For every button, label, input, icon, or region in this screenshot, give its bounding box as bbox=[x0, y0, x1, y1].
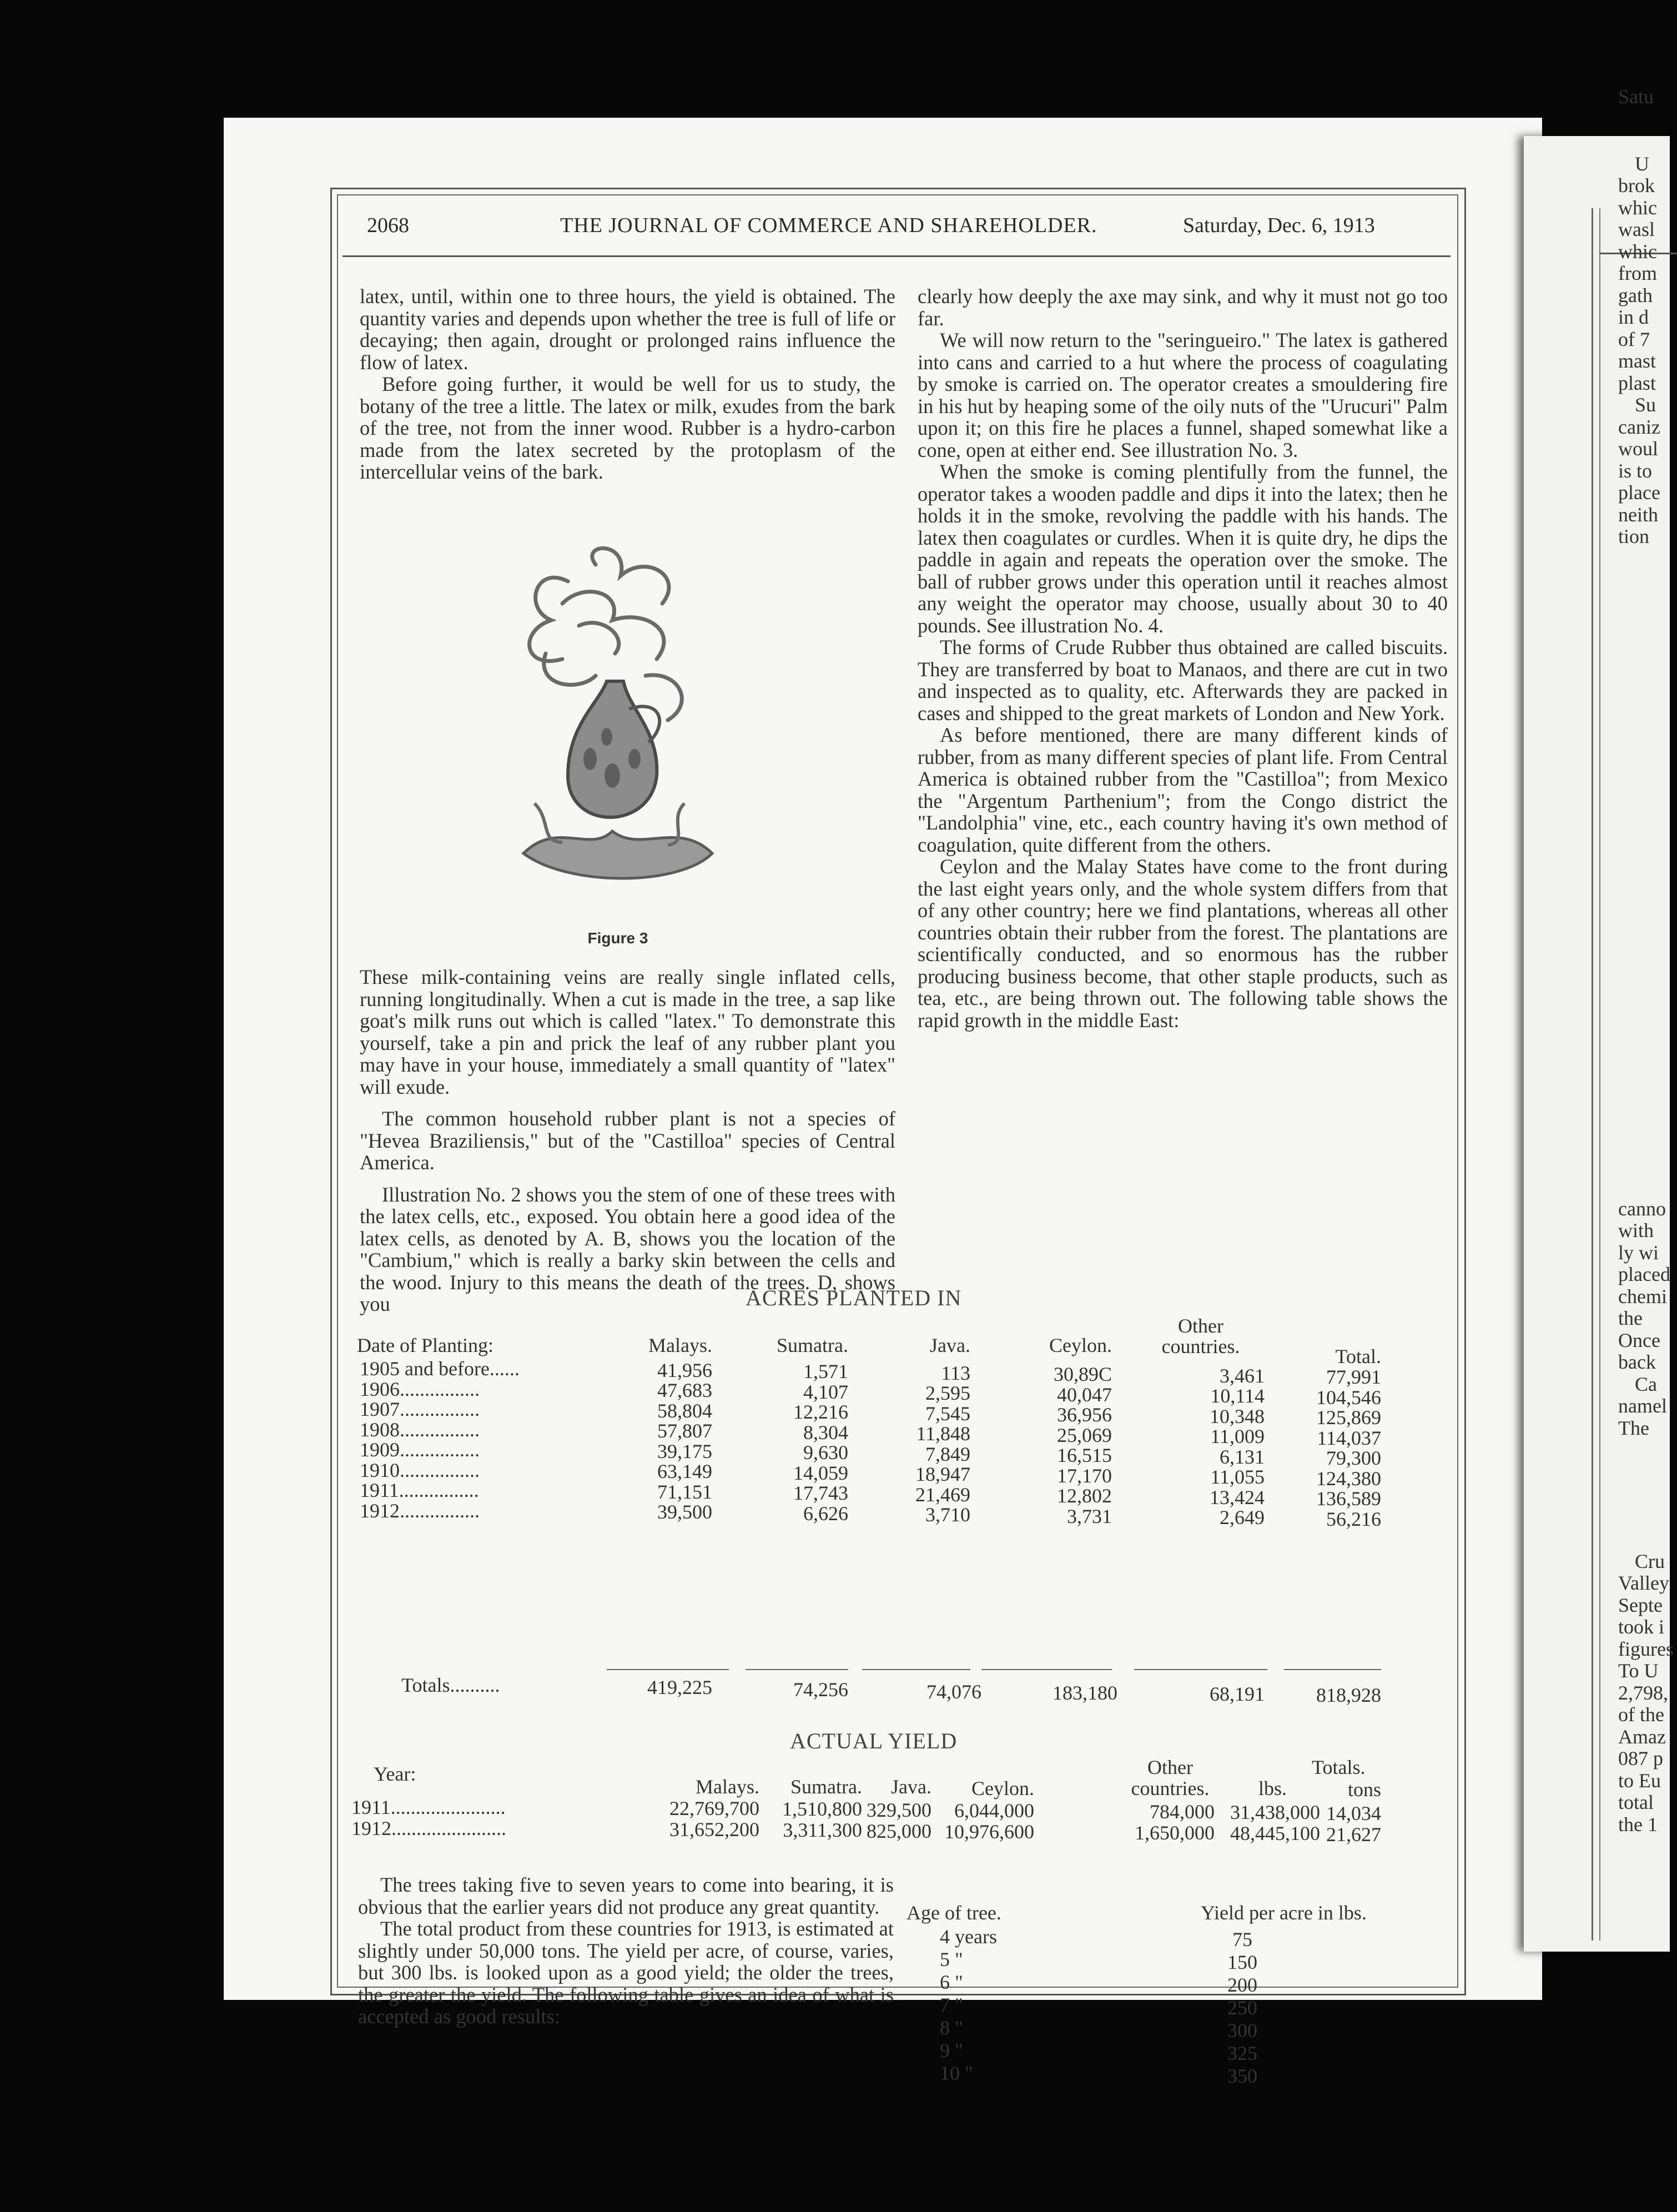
row-label: 1909................ bbox=[360, 1439, 480, 1461]
paragraph: Ceylon and the Malay States have come to the front during the last eight years only, and the whole system differs from that of any other country; here we find plantations, whereas all other countries obtain their rubber from the forest. The plantations are scientifically conducted, and so enormous has the rubber producing business become, that other staple products, such as tea, etc., are being thrown out. The following table shows the rapid growth in the middle East: bbox=[918, 855, 1448, 1032]
yield-cell: 250 bbox=[1227, 1997, 1257, 2019]
acres-table-title: ACRES PLANTED IN bbox=[746, 1285, 962, 1310]
table-cell: 31,652,200 bbox=[669, 1818, 759, 1841]
table-cell: 113 bbox=[941, 1361, 970, 1384]
paragraph: The forms of Crude Rubber thus obtained are called biscuits. They are transferred by boat to Manaos, and there are cut in two and inspected as to quality, etc. Afterwards they are packed in cases and shipped to the great markets of London and New York. bbox=[918, 636, 1448, 725]
paragraph: The common household rubber plant is not a species of "Hevea Braziliensis," but of the "Castilloa" species of Central America. bbox=[360, 1107, 895, 1174]
table-cell: 11,055 bbox=[1210, 1466, 1265, 1488]
left-column-bottom bbox=[360, 966, 895, 1315]
header-rule bbox=[343, 255, 1451, 257]
table-cell: 17,743 bbox=[793, 1482, 848, 1504]
table-cell: 6,626 bbox=[803, 1502, 848, 1525]
paragraph: When the smoke is coming plentifully from the funnel, the operator takes a wooden paddle and dips it into the latex; then he holds it in the smoke, revolving the paddle with his hands. The latex then coagulates or curdles. When it is quite dry, he dips the paddle in again and repeats the operation over the smoke. The ball of rubber grows under this operation until it reaches almost any weight the operator may choose, usually about 30 to 40 pounds. See illustration No. 4. bbox=[918, 460, 1448, 637]
right-column bbox=[918, 285, 1448, 1031]
issue-date: Saturday, Dec. 6, 1913 bbox=[1183, 214, 1375, 237]
table-cell: 14,059 bbox=[793, 1461, 848, 1484]
table-cell: 77,991 bbox=[1326, 1366, 1381, 1388]
table-cell: 14,034 bbox=[1326, 1802, 1381, 1824]
text-fragment: the 1 bbox=[1618, 1813, 1658, 1836]
column-header: lbs. bbox=[1258, 1777, 1287, 1799]
table-cell: 63,149 bbox=[657, 1460, 712, 1482]
paragraph: We will now return to the "seringueiro." The latex is gathered into cans and carried to a hut where the process of coagulating by smoke is carried on. The operator creates a smouldering fire in his hut by heaping some of the oily nuts of the "Urucuri" Palm upon it; on this fire he places a funnel, shaped somewhat like a cone, open at either end. See illustration No. 3. bbox=[918, 329, 1448, 461]
figure-caption: Figure 3 bbox=[587, 929, 648, 947]
table-cell: 4,107 bbox=[803, 1380, 848, 1403]
table-cell: 30,89C bbox=[1053, 1363, 1112, 1385]
column-header: Age of tree. bbox=[907, 1902, 1001, 1924]
age-cell: 8 " bbox=[940, 2017, 963, 2039]
table-cell: 3,731 bbox=[1067, 1505, 1112, 1527]
text-fragment: Valley bbox=[1618, 1572, 1669, 1594]
table-cell: 329,500 bbox=[867, 1798, 931, 1821]
table-cell: 41,956 bbox=[657, 1359, 712, 1381]
left-column-top bbox=[360, 285, 895, 483]
table-cell: 2,649 bbox=[1220, 1506, 1265, 1529]
table-cell: 12,802 bbox=[1057, 1485, 1112, 1507]
adjacent-page-border bbox=[1599, 208, 1600, 1940]
total-cell: 74,076 bbox=[926, 1681, 981, 1703]
paragraph: As before mentioned, there are many different kinds of rubber, from as many different species of plant life. From Central America is obtained rubber from the "Castilloa"; from Mexico the "Argentum Parthenium"; from the Congo district the "Landolphia" vine, etc., each country having it's own method of coagulation, quite different from the others. bbox=[918, 723, 1448, 856]
yield-cell: 200 bbox=[1227, 1974, 1257, 1996]
total-rule bbox=[1134, 1669, 1267, 1670]
column-header: Java. bbox=[891, 1776, 931, 1798]
paragraph: latex, until, within one to three hours, the yield is obtained. The quantity varies and depends upon whether the tree is full of life or decaying; then again, drought or prolonged rains influence the flow of latex. bbox=[360, 285, 895, 374]
age-cell: 10 " bbox=[940, 2062, 973, 2084]
text-fragment: with bbox=[1618, 1219, 1654, 1241]
text-fragment: chemi bbox=[1618, 1285, 1667, 1308]
row-label: 1908................ bbox=[360, 1418, 480, 1441]
text-fragment: from bbox=[1618, 262, 1657, 284]
text-fragment: back bbox=[1618, 1351, 1656, 1373]
table-cell: 58,804 bbox=[657, 1399, 712, 1422]
table-cell: 39,175 bbox=[657, 1440, 712, 1462]
text-fragment: 087 p bbox=[1618, 1747, 1663, 1769]
column-header: Sumatra. bbox=[777, 1334, 848, 1356]
table-cell: 6,044,000 bbox=[954, 1799, 1034, 1822]
column-header: Date of Planting: bbox=[357, 1334, 493, 1356]
table-cell: 18,947 bbox=[915, 1463, 970, 1485]
table-cell: 22,769,700 bbox=[669, 1797, 759, 1819]
column-header: Java. bbox=[930, 1334, 970, 1356]
row-label: 1906................ bbox=[360, 1378, 480, 1400]
table-cell: 31,438,000 bbox=[1230, 1801, 1320, 1823]
column-header: countries. bbox=[1131, 1777, 1210, 1799]
column-header: Malays. bbox=[696, 1776, 759, 1798]
table-cell: 17,170 bbox=[1057, 1464, 1112, 1487]
yield-cell: 350 bbox=[1227, 2065, 1257, 2087]
text-fragment: tion bbox=[1618, 525, 1650, 547]
total-rule bbox=[862, 1669, 970, 1670]
row-label: 1905 and before...... bbox=[360, 1358, 520, 1380]
table-cell: 10,348 bbox=[1210, 1405, 1265, 1427]
column-header: Totals. bbox=[1312, 1756, 1366, 1778]
text-fragment: Amaz bbox=[1618, 1726, 1666, 1748]
text-fragment: canno bbox=[1618, 1198, 1666, 1220]
text-fragment: brok bbox=[1618, 174, 1655, 197]
row-label: 1912................ bbox=[360, 1499, 480, 1522]
bottom-left-text bbox=[358, 1874, 894, 2028]
text-fragment: To U bbox=[1618, 1660, 1659, 1682]
text-fragment: of 7 bbox=[1618, 328, 1650, 350]
text-fragment: U bbox=[1635, 153, 1649, 175]
publication-title: THE JOURNAL OF COMMERCE AND SHAREHOLDER. bbox=[560, 214, 1097, 237]
total-cell: 183,180 bbox=[1052, 1682, 1117, 1704]
text-fragment: neith bbox=[1618, 504, 1658, 526]
text-fragment: place bbox=[1618, 481, 1660, 504]
text-fragment: is to bbox=[1618, 460, 1653, 482]
yield-table-title: ACTUAL YIELD bbox=[790, 1728, 958, 1753]
text-fragment: 2,798, bbox=[1618, 1682, 1668, 1704]
column-header: countries. bbox=[1161, 1335, 1240, 1358]
text-fragment: The bbox=[1618, 1417, 1649, 1439]
text-fragment: in d bbox=[1618, 306, 1649, 328]
table-cell: 16,515 bbox=[1057, 1444, 1112, 1466]
column-header: Other bbox=[1178, 1315, 1223, 1337]
text-fragment: Su bbox=[1635, 394, 1656, 416]
table-cell: 1,571 bbox=[803, 1360, 848, 1382]
text-fragment: namel bbox=[1618, 1395, 1667, 1417]
table-cell: 57,807 bbox=[657, 1420, 712, 1442]
journal-page bbox=[224, 118, 1542, 2087]
text-fragment: to Eu bbox=[1618, 1769, 1661, 1792]
total-rule bbox=[607, 1669, 729, 1670]
column-header: Other bbox=[1147, 1756, 1193, 1778]
table-cell: 10,976,600 bbox=[944, 1821, 1034, 1843]
text-fragment: woul bbox=[1618, 438, 1658, 460]
row-label: 1912....................... bbox=[351, 1817, 506, 1839]
column-header: Ceylon. bbox=[1049, 1334, 1112, 1356]
page-header bbox=[367, 213, 1461, 247]
text-fragment: Ca bbox=[1635, 1373, 1657, 1395]
paragraph: Illustration No. 2 shows you the stem of one of these trees with the latex cells, etc., exposed. You obtain here a good idea of the latex cells, as denoted by A. B, shows you the location of the "Cambium," which is really a barky skin between the cells and the wood. Injury to this means the death of the trees. D, shows you bbox=[360, 1183, 895, 1315]
table-cell: 56,216 bbox=[1326, 1507, 1381, 1530]
text-fragment: the bbox=[1618, 1307, 1643, 1329]
table-cell: 7,849 bbox=[925, 1442, 970, 1465]
table-cell: 8,304 bbox=[803, 1421, 848, 1444]
table-cell: 36,956 bbox=[1057, 1404, 1112, 1426]
text-fragment: mast bbox=[1618, 350, 1656, 372]
table-cell: 114,037 bbox=[1317, 1426, 1381, 1449]
text-fragment: gath bbox=[1618, 284, 1653, 306]
text-fragment: of the bbox=[1618, 1703, 1664, 1726]
table-cell: 79,300 bbox=[1326, 1447, 1381, 1469]
text-fragment: Once bbox=[1618, 1329, 1660, 1351]
table-cell: 124,380 bbox=[1316, 1467, 1381, 1490]
age-cell: 9 " bbox=[940, 2039, 963, 2062]
row-label: 1911....................... bbox=[351, 1796, 506, 1818]
total-rule bbox=[981, 1669, 1112, 1670]
table-cell: 48,445,100 bbox=[1230, 1822, 1320, 1844]
paragraph: Before going further, it would be well for us to study, the botany of the tree a little. The latex or milk, exudes from the bark of the tree, not from the inner wood. Rubber is a hydro-carbon made from the latex secreted by the protoplasm of the intercellular veins of the bark. bbox=[360, 373, 895, 483]
table-cell: 7,545 bbox=[925, 1402, 970, 1425]
total-cell: 68,191 bbox=[1210, 1683, 1265, 1705]
column-header: Sumatra. bbox=[790, 1776, 862, 1798]
total-cell: 419,225 bbox=[647, 1676, 712, 1698]
total-cell: 818,928 bbox=[1316, 1684, 1381, 1706]
column-header: tons bbox=[1347, 1778, 1381, 1801]
text-fragment: took i bbox=[1618, 1616, 1665, 1638]
paragraph: clearly how deeply the axe may sink, and why it must not go too far. bbox=[918, 285, 1448, 330]
table-cell: 40,047 bbox=[1057, 1383, 1112, 1406]
column-header: Malays. bbox=[648, 1334, 712, 1356]
text-fragment: Septe bbox=[1618, 1594, 1663, 1616]
table-cell: 3,710 bbox=[925, 1504, 970, 1526]
table-cell: 39,500 bbox=[657, 1501, 712, 1523]
text-fragment: figures bbox=[1618, 1638, 1674, 1660]
text-fragment: placed bbox=[1618, 1263, 1670, 1285]
table-cell: 1,650,000 bbox=[1135, 1821, 1215, 1844]
text-fragment: whic bbox=[1618, 197, 1657, 219]
table-cell: 10,114 bbox=[1210, 1385, 1265, 1407]
figure-3-illustration bbox=[501, 542, 729, 903]
adjacent-page-edge bbox=[1524, 86, 1674, 1952]
age-cell: 4 years bbox=[940, 1926, 997, 1948]
table-cell: 21,469 bbox=[915, 1483, 970, 1506]
total-rule bbox=[1284, 1669, 1381, 1670]
table-cell: 9,630 bbox=[803, 1441, 848, 1464]
table-cell: 12,216 bbox=[793, 1401, 848, 1423]
text-fragment: whic bbox=[1618, 240, 1657, 263]
total-rule bbox=[746, 1669, 848, 1670]
table-cell: 71,151 bbox=[657, 1480, 712, 1503]
table-cell: 136,589 bbox=[1316, 1487, 1381, 1510]
text-fragment: Cru bbox=[1635, 1550, 1665, 1572]
column-header: Year: bbox=[374, 1763, 416, 1785]
table-cell: 3,311,300 bbox=[783, 1819, 862, 1841]
table-cell: 125,869 bbox=[1316, 1406, 1381, 1429]
text-fragment: wasl bbox=[1618, 218, 1655, 240]
text-fragment: total bbox=[1618, 1791, 1654, 1813]
table-cell: 11,848 bbox=[916, 1422, 970, 1445]
column-header: Total. bbox=[1335, 1345, 1381, 1368]
table-cell: 1,510,800 bbox=[782, 1798, 862, 1820]
totals-label: Totals.......... bbox=[401, 1674, 500, 1696]
yield-cell: 150 bbox=[1227, 1951, 1257, 1973]
age-cell: 6 " bbox=[940, 1971, 963, 1993]
table-cell: 825,000 bbox=[867, 1819, 931, 1842]
table-cell: 784,000 bbox=[1150, 1800, 1215, 1823]
table-cell: 2,595 bbox=[925, 1382, 970, 1404]
paragraph: The trees taking five to seven years to come into bearing, it is obvious that the earlier years did not produce any great quantity. bbox=[358, 1873, 894, 1918]
column-header: Yield per acre in lbs. bbox=[1201, 1902, 1367, 1924]
page-number: 2068 bbox=[367, 214, 409, 237]
row-label: 1907................ bbox=[360, 1398, 480, 1420]
table-cell: 104,546 bbox=[1316, 1386, 1381, 1409]
yield-cell: 75 bbox=[1232, 1928, 1252, 1950]
text-fragment: plast bbox=[1618, 372, 1656, 394]
table-cell: 6,131 bbox=[1220, 1445, 1265, 1468]
total-cell: 74,256 bbox=[793, 1678, 848, 1701]
table-cell: 3,461 bbox=[1220, 1364, 1265, 1387]
column-header: Ceylon. bbox=[971, 1777, 1034, 1799]
text-fragment: caniz bbox=[1618, 416, 1660, 438]
age-cell: 7 " bbox=[940, 1994, 963, 2016]
text-fragment: ly wi bbox=[1618, 1241, 1659, 1264]
paragraph: The total product from these countries for 1913, is estimated at slightly under 50,000 tons. The yield per acre, of course, varies, but 300 lbs. is looked upon as a good yield; the older the trees, the greater the yield. The following table gives an idea of what is accepted as good results: bbox=[358, 1917, 894, 2028]
age-cell: 5 " bbox=[940, 1948, 963, 1970]
row-label: 1911................ bbox=[360, 1479, 479, 1501]
paragraph: These milk-containing veins are really single inflated cells, running longitudinally. When a cut is made in the tree, a sap like goat's milk runs out which is called "latex." To demonstrate this yourself, take a pin and prick the leaf of any rubber plant you may have in your house, immediately a small quantity of "latex" will exude. bbox=[360, 966, 895, 1098]
table-cell: 25,069 bbox=[1057, 1424, 1112, 1446]
table-cell: 13,424 bbox=[1210, 1486, 1265, 1509]
row-label: 1910................ bbox=[360, 1459, 480, 1481]
table-cell: 11,009 bbox=[1210, 1425, 1265, 1447]
text-fragment: Satu bbox=[1618, 86, 1654, 108]
table-cell: 47,683 bbox=[657, 1379, 712, 1401]
yield-cell: 300 bbox=[1227, 2019, 1257, 2042]
yield-cell: 325 bbox=[1227, 2042, 1257, 2064]
adjacent-page-border bbox=[1592, 208, 1593, 1940]
table-cell: 21,627 bbox=[1326, 1823, 1381, 1846]
